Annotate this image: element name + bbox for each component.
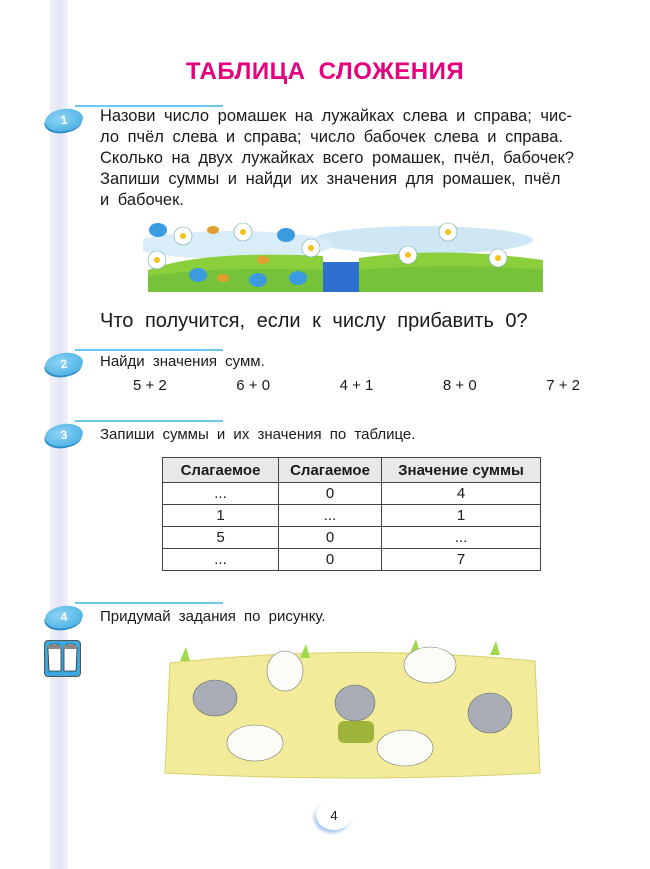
task-3-badge: 3 — [44, 421, 85, 448]
meadow-illustration — [143, 210, 548, 298]
page-number: 4 — [316, 800, 352, 830]
table-row — [163, 505, 541, 527]
table-header: Слагаемое — [163, 458, 279, 483]
task-2-text: Найди значения сумм. — [100, 353, 265, 370]
task-3-rule — [75, 420, 223, 422]
sum-expression: 8 + 0 — [442, 377, 477, 394]
sheep-goats-illustration — [160, 633, 545, 783]
table-header: Слагаемое — [279, 458, 382, 483]
table-cell: ... — [382, 527, 541, 549]
task-2-badge: 2 — [44, 350, 85, 377]
task-4-text: Придумай задания по рисунку. — [100, 608, 326, 625]
page-title: ТАБЛИЦА СЛОЖЕНИЯ — [185, 58, 465, 85]
task-1-line: Назови число ромашек на лужайках слева и справа; чис- — [100, 107, 572, 125]
pair-work-icon — [44, 640, 81, 677]
table-header-row — [163, 458, 541, 483]
task-4-badge: 4 — [44, 603, 85, 630]
table-cell: 4 — [382, 483, 541, 505]
task-3-text: Запиши суммы и их значения по таблице. — [100, 426, 416, 443]
task-4-rule — [75, 602, 223, 604]
table-cell: ... — [163, 483, 279, 505]
table-row — [163, 527, 541, 549]
table-header: Значение суммы — [382, 458, 541, 483]
task-1-line: Запиши суммы и найди их значения для ромашек, пчёл — [100, 170, 561, 188]
task-1-text — [100, 106, 605, 211]
task-1-line: Сколько на двух лужайках всего ромашек, пчёл, бабочек? — [100, 149, 574, 167]
task-1-line: ло пчёл слева и справа; число бабочек слева и справа. — [100, 128, 563, 146]
sum-expression: 6 + 0 — [236, 377, 271, 394]
task-1-badge: 1 — [44, 106, 85, 133]
table-cell: 1 — [163, 505, 279, 527]
task-1-line: и бабочек. — [100, 191, 184, 209]
table-cell: 0 — [279, 527, 382, 549]
task-1-question: Что получится, если к числу прибавить 0? — [100, 310, 528, 332]
addition-table — [162, 457, 541, 571]
sums-list — [100, 377, 580, 394]
table-cell: 0 — [279, 549, 382, 571]
sum-expression: 4 + 1 — [339, 377, 374, 394]
table-cell: ... — [163, 549, 279, 571]
table-cell: 1 — [382, 505, 541, 527]
table-cell: 5 — [163, 527, 279, 549]
sum-expression: 5 + 2 — [133, 377, 167, 394]
table-cell: ... — [279, 505, 382, 527]
table-cell: 0 — [279, 483, 382, 505]
table-cell: 7 — [382, 549, 541, 571]
sum-expression: 7 + 2 — [546, 377, 580, 394]
table-row — [163, 549, 541, 571]
table-row — [163, 483, 541, 505]
